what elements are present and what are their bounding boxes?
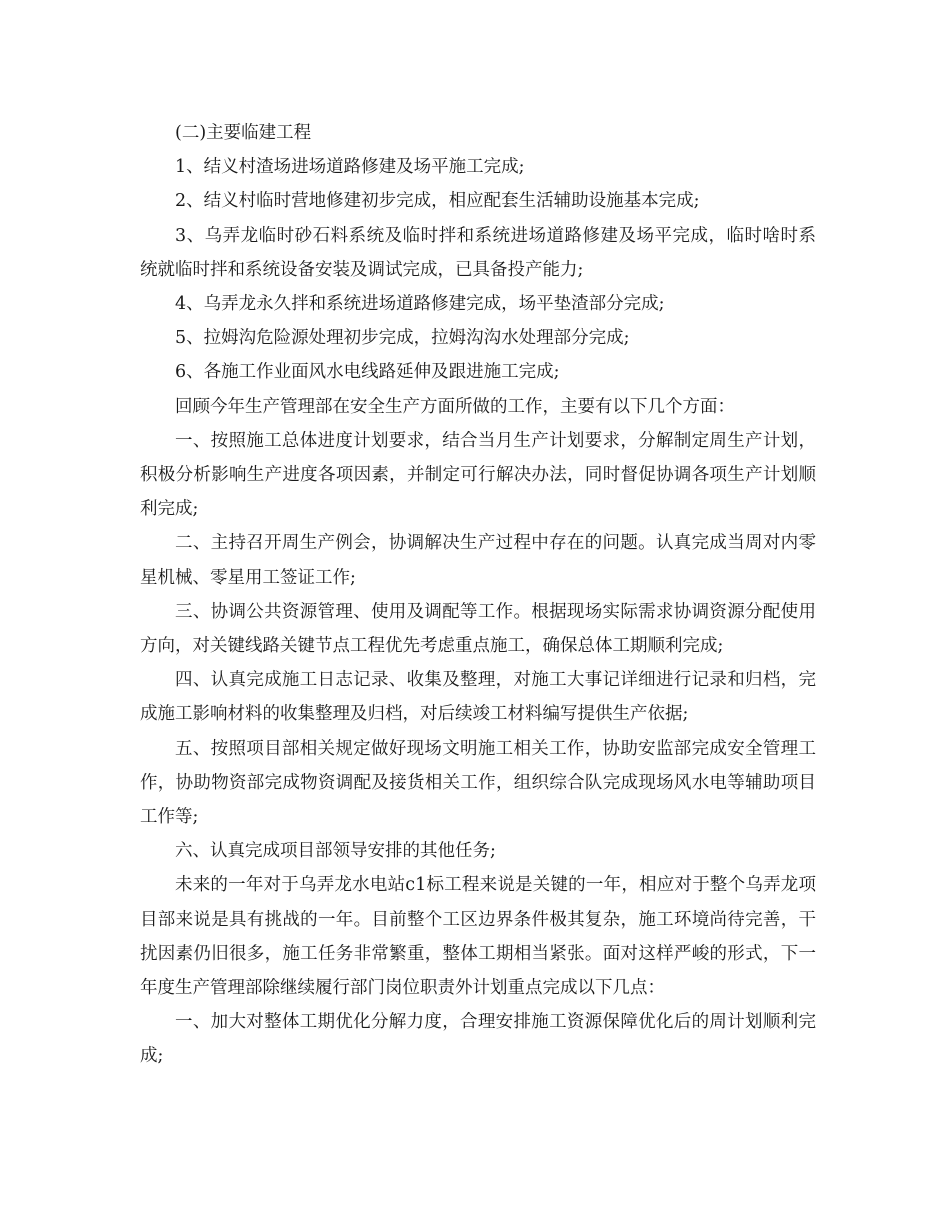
review-item-5: 五、按照项目部相关规定做好现场文明施工相关工作，协助安监部完成安全管理工作，协助物资部完成物资调配及接货相关工作，组织综合队完成现场风水电等辅助项目工作等; [140,738,816,828]
temporary-works-item-2: 2、结义村临时营地修建初步完成，相应配套生活辅助设施基本完成; [175,191,700,212]
review-item-1: 一、按照施工总体进度计划要求，结合当月生产计划要求，分解制定周生产计划，积极分析影响生产进度各项因素，并制定可行解决办法，同时督促协调各项生产计划顺利完成; [140,430,816,520]
plan-item-1: 一、加大对整体工期优化分解力度，合理安排施工资源保障优化后的周计划顺利完成; [140,1012,816,1067]
review-item-3: 三、协调公共资源管理、使用及调配等工作。根据现场实际需求协调资源分配使用方向，对关键线路关键节点工程优先考虑重点施工，确保总体工期顺利完成; [140,601,816,657]
review-item-2: 二、主持召开周生产例会，协调解决生产过程中存在的问题。认真完成当周对内零星机械、零星用工签证工作; [140,533,816,588]
review-item-6: 六、认真完成项目部领导安排的其他任务; [175,841,496,862]
review-item-4: 四、认真完成施工日志记录、收集及整理，对施工大事记详细进行记录和归档，完成施工影响材料的收集整理及归档，对后续竣工材料编写提供生产依据; [140,670,816,725]
temporary-works-item-3: 3、乌弄龙临时砂石料系统及临时拌和系统进场道路修建及场平完成，临时啥时系统就临时拌和系统设备安装及调试完成，已具备投产能力; [140,225,816,280]
document-body [140,116,816,1074]
temporary-works-item-1: 1、结义村渣场进场道路修建及场平施工完成; [175,157,525,178]
section-heading-main-temporary-works: (二)主要临建工程 [175,123,312,143]
temporary-works-item-5: 5、拉姆沟危险源处理初步完成，拉姆沟沟水处理部分完成; [175,328,630,349]
review-intro-paragraph: 回顾今年生产管理部在安全生产方面所做的工作，主要有以下几个方面： [175,396,735,417]
temporary-works-item-6: 6、各施工作业面风水电线路延伸及跟进施工完成; [175,362,560,383]
temporary-works-item-4: 4、乌弄龙永久拌和系统进场道路修建完成，场平垫渣部分完成; [175,294,665,315]
outlook-paragraph: 未来的一年对于乌弄龙水电站c1标工程来说是关键的一年，相应对于整个乌弄龙项目部来说是具有挑战的一年。目前整个工区边界条件极其复杂，施工环境尚待完善，干扰因素仍旧很多，施工任务非常繁重，整体工期相当紧张。面对这样严峻的形式，下一年度生产管理部除继续履行部门岗位职责外计划重点完成以下几点： [140,875,816,999]
